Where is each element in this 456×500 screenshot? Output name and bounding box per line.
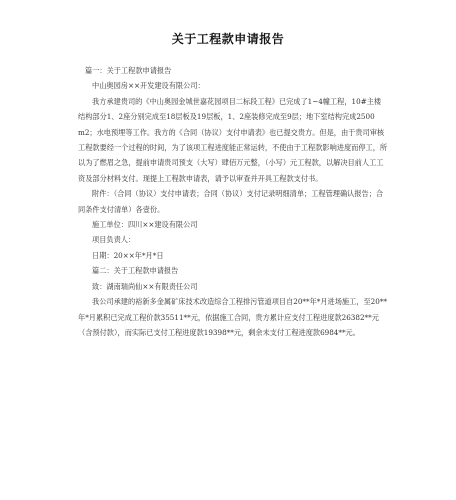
part1-attachment: 附件：（合同（协议）支付申请表；合同（协议）支付记录明细清单；工程管理确认报告；合同条件支付清单）各壹份。	[78, 189, 384, 214]
part2-paragraph: 我公司承建的裕新多金属矿床技术改造综合工程排污管道项目自20**年*月进场施工，至20**年*月累积已完成工程价款35511**元，依据施工合同，贵方累计应支付工程进度款26382**元（含预付款），而实际已支付工程进度款19398**元，剩余未支付工程进度款6984**元。	[78, 297, 388, 337]
part2-recipient: 致：湖南瑞尚仙××有限责任公司	[92, 281, 198, 291]
part2-heading: 篇二：关于工程款申请报告	[92, 266, 179, 276]
document-title: 关于工程款申请报告	[171, 32, 285, 46]
part1-paragraph: 我方承建贵司的《中山奥园金城世嘉花园项目二标段工程》已完成了1~4幢工程，10#主楼结构部分1、2座分别完成至18层板及19层板，1、2座装修完成至9层；地下室结构完成2500 m2；水电预埋等工作。我方的《合同（协议）支付申请表》也已提交贵方。但是，由于贵司审核工程款要经一个过程的时间，为了该项工程进度能正常运转，不使由于工程款影响进度而停工，所以为了燃眉之急，提前申请贵司预支（大写）肆佰万元整，（小写）元工程款，以解决目前人工工资及部分材料支付。现提上工程款申请表，请予以审查并开具工程款支付书。	[78, 96, 388, 183]
document-body	[78, 63, 388, 340]
part1-applicant: 施工单位：四川××建设有限公司	[92, 220, 198, 230]
part1-manager: 项目负责人：	[92, 235, 136, 245]
part1-recipient: 中山奥园房××开发建设有限公司：	[92, 81, 205, 91]
part1-heading: 篇一：关于工程款申请报告	[85, 66, 172, 75]
part1-date: 日期：20××年*月*日	[92, 250, 164, 260]
